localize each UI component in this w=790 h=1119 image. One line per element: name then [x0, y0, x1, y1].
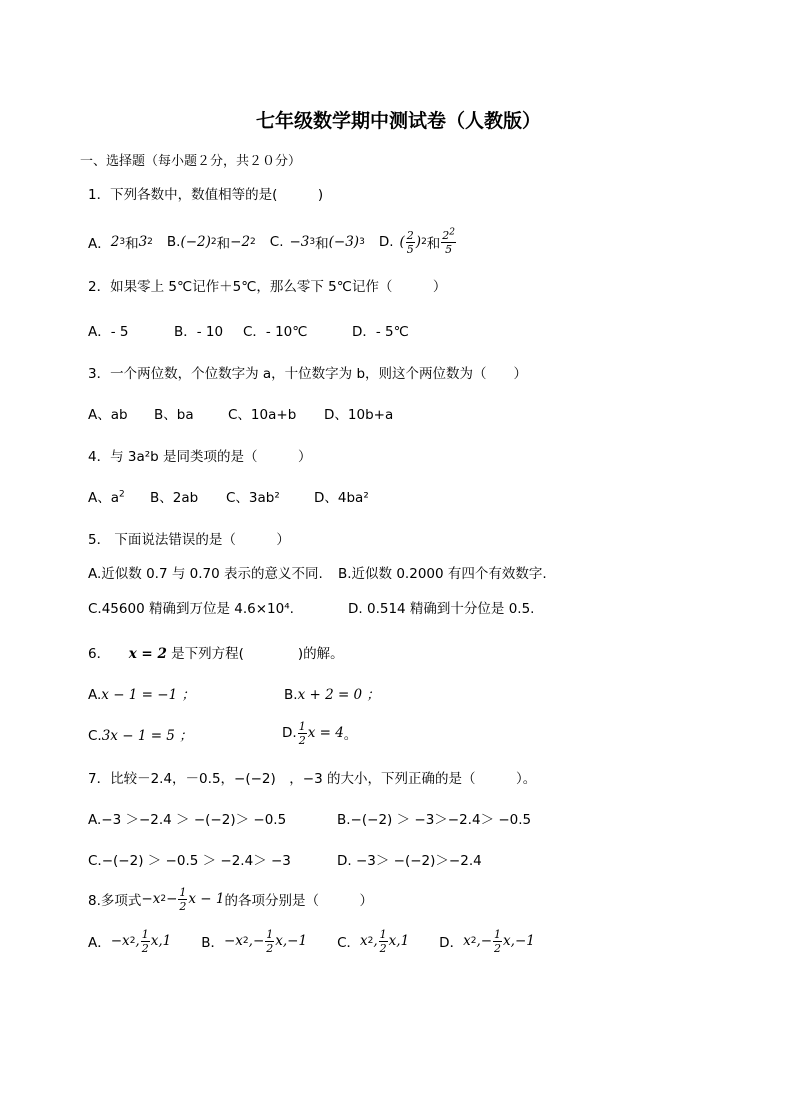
q1-option-d-denominator: 5	[406, 242, 414, 256]
q6-option-c-expr: 3x − 1 = 5 ；	[101, 728, 193, 744]
q8-option-c-post: x,1	[388, 933, 410, 949]
q8-option-d-fraction	[493, 929, 502, 954]
q7-option-b: B.−(−2) ＞ −3＞−2.4＞ −0.5	[337, 812, 532, 828]
q5-option-d: D. 0.514 精确到十分位是 0.5.	[348, 601, 535, 617]
q5-option-b: B.近似数 0.2000 有四个有效数字.	[338, 566, 547, 582]
question-5-stem: 5． 下面说法错误的是（ ）	[88, 532, 290, 548]
question-8-stem: 8.多项式 −x 2 − $\frac{1}{2}$ x − 1 的各项分别是（ ）	[88, 885, 373, 913]
q3-option-d: D、10b+a	[324, 407, 394, 423]
q8-option-d-post: x,−1	[503, 933, 535, 949]
q3-option-a: A、ab	[88, 407, 128, 423]
q1-option-a-base2: 3	[138, 234, 148, 250]
q8-term1: −x	[141, 891, 161, 907]
q8-option-d-numerator: 1	[494, 927, 502, 941]
q1-option-d-numerator: 2	[406, 228, 414, 242]
q6-option-d-denominator: 2	[298, 733, 306, 747]
question-6-stem	[88, 642, 344, 662]
q1-option-c-expr2: (−3)	[328, 234, 360, 250]
q8-option-b-denominator: 2	[266, 941, 274, 955]
question-7-stem: 7．比较－2.4，－0.5，−(−2) ，−3 的大小，下列正确的是（ ）。	[88, 771, 537, 787]
q8-option-c-denominator: 2	[379, 941, 387, 955]
q1-option-d-numerator2	[441, 226, 456, 243]
q2-option-a: A．- 5	[88, 324, 129, 340]
q8-option-c-sep: ,	[373, 933, 378, 949]
q2-option-d: D．- 5℃	[352, 324, 409, 340]
q1-option-d-and: 和	[426, 236, 441, 252]
q1-option-b-label: B.	[166, 234, 181, 250]
q2-option-b: B．- 10	[174, 324, 224, 340]
q8-option-a-sep: ,	[135, 933, 140, 949]
q6-condition: x = 2	[128, 646, 167, 662]
q8-option-a-numerator: 1	[141, 927, 149, 941]
q2-option-c: C．- 10℃	[243, 324, 308, 340]
question-1-options: A． 2 3 和 3 2 B. (−2) 2 和 −2 2 C. −3 3 和 (−3) 3 D. ( $\frac{2}{5}$ ) 2 和 $\frac{2^2}{5}$	[88, 226, 456, 256]
q4-option-b: B、2ab	[150, 490, 199, 506]
q6-option-d-numerator: 1	[298, 719, 306, 733]
q4-option-a-text: A、a	[88, 490, 120, 506]
q8-option-b-fraction	[265, 929, 274, 954]
q8-minus: −	[166, 891, 178, 907]
q1-option-d-open: (	[399, 234, 405, 250]
q1-option-d-fraction	[406, 230, 415, 255]
q6-option-d-expr: x = 4	[307, 725, 344, 741]
q1-option-b-expr: (−2)	[180, 234, 211, 250]
q6-option-c-label: C.	[88, 728, 102, 744]
q7-option-c: C.−(−2) ＞ −0.5 ＞ −2.4＞ −3	[88, 853, 291, 869]
q8-option-a-fraction	[141, 929, 150, 954]
q5-option-a: A.近似数 0.7 与 0.70 表示的意义不同.	[88, 566, 323, 582]
q8-prefix: 8.多项式	[88, 893, 142, 909]
q6-option-b-expr: x + 2 = 0 ；	[297, 687, 380, 703]
question-1-stem: 1．下列各数中，数值相等的是( )	[88, 187, 324, 203]
q1-option-c-and: 和	[315, 236, 329, 252]
q8-option-a-denominator: 2	[141, 941, 149, 955]
q1-option-c-expr: −3	[289, 234, 310, 250]
q1-option-c-label: C.	[269, 234, 284, 250]
q1-option-b-expr2: −2	[230, 234, 251, 250]
q4-option-a-exp: 2	[119, 489, 125, 500]
q8-option-c-pre: x	[360, 933, 368, 949]
q8-option-b-pre: −x	[223, 933, 243, 949]
q5-option-c: C.45600 精确到万位是 4.6×10⁴.	[88, 601, 294, 617]
q3-option-b: B、ba	[154, 407, 194, 423]
q8-option-a-pre: −x	[110, 933, 130, 949]
question-2-stem: 2．如果零上 5℃记作＋5℃，那么零下 5℃记作（ ）	[88, 279, 447, 295]
q8-option-a-post: x,1	[150, 933, 172, 949]
q1-option-d-denominator2: 5	[445, 242, 453, 256]
q6-option-b-label: B.	[284, 687, 298, 703]
q8-numerator: 1	[179, 885, 187, 899]
q6-number: 6．	[88, 646, 111, 662]
q6-option-c	[88, 724, 193, 744]
q1-option-a-label: A．	[88, 236, 111, 252]
q7-option-a: A.−3 ＞−2.4 ＞ −(−2)＞ −0.5	[88, 812, 287, 828]
q1-option-d-label: D.	[378, 234, 394, 250]
q6-option-d-end: 。	[343, 727, 358, 743]
q6-stem-tail: 是下列方程( )的解。	[171, 646, 344, 662]
q8-option-d-sep: ,−	[476, 933, 493, 949]
q8-option-c-numerator: 1	[379, 927, 387, 941]
q7-option-d: D. −3＞ −(−2)＞−2.4	[337, 853, 482, 869]
q6-option-a	[88, 683, 195, 703]
q1-option-d-fraction2	[441, 226, 456, 256]
q8-option-a-label: A．	[88, 935, 111, 951]
q4-option-a	[88, 486, 125, 506]
q8-option-d-denominator: 2	[494, 941, 502, 955]
q1-option-a-base1: 2	[110, 234, 120, 250]
page-title: 七年级数学期中测试卷（人教版）	[256, 110, 542, 132]
q6-option-a-expr: x − 1 = −1 ；	[101, 687, 195, 703]
q8-option-c-label: C．	[337, 935, 361, 951]
q8-option-d-label: D．	[439, 935, 464, 951]
q1-option-b-and: 和	[216, 236, 231, 252]
q8-option-c-fraction	[379, 929, 388, 954]
q4-option-c: C、3ab²	[226, 490, 280, 506]
q8-option-d-pre: x	[463, 933, 471, 949]
q8-fraction	[178, 887, 187, 912]
q6-option-a-label: A.	[88, 687, 102, 703]
q6-option-d-label: D.	[282, 725, 297, 741]
q8-stem-tail: 的各项分别是（ ）	[224, 893, 373, 909]
question-8-options: A． −x 2 , $\frac{1}{2}$ x,1 B． −x 2 ,− $\frac{1}{2}$ x,−1 C． x 2 , $\frac{1}{2}$ x,1 D． x 2 ,− $\frac{1}{2}$ x,−1	[88, 927, 535, 955]
q8-term2: x − 1	[188, 891, 225, 907]
q8-option-b-sep: ,−	[248, 933, 265, 949]
question-4-stem: 4．与 3a²b 是同类项的是（ ）	[88, 449, 312, 465]
q8-option-b-label: B．	[201, 935, 224, 951]
q6-option-d-fraction	[298, 721, 307, 746]
q1-option-d-numerator2-exp: 2	[449, 226, 456, 237]
q8-option-b-post: x,−1	[275, 933, 308, 949]
q1-option-d-numerator2-base: 2	[442, 228, 450, 242]
q8-option-b-numerator: 1	[266, 927, 274, 941]
question-3-stem: 3．一个两位数，个位数字为 a，十位数字为 b，则这个两位数为（ ）	[88, 366, 528, 382]
q1-option-a-and: 和	[125, 236, 139, 252]
q8-denominator: 2	[179, 899, 187, 913]
q4-option-d: D、4ba²	[314, 490, 369, 506]
q1-option-d-close: )	[415, 234, 422, 250]
q3-option-c: C、10a+b	[228, 407, 297, 423]
section-heading: 一、选择题（每小题２分，共２０分）	[80, 154, 302, 169]
q6-option-d	[282, 714, 357, 752]
q6-option-b	[284, 683, 380, 703]
